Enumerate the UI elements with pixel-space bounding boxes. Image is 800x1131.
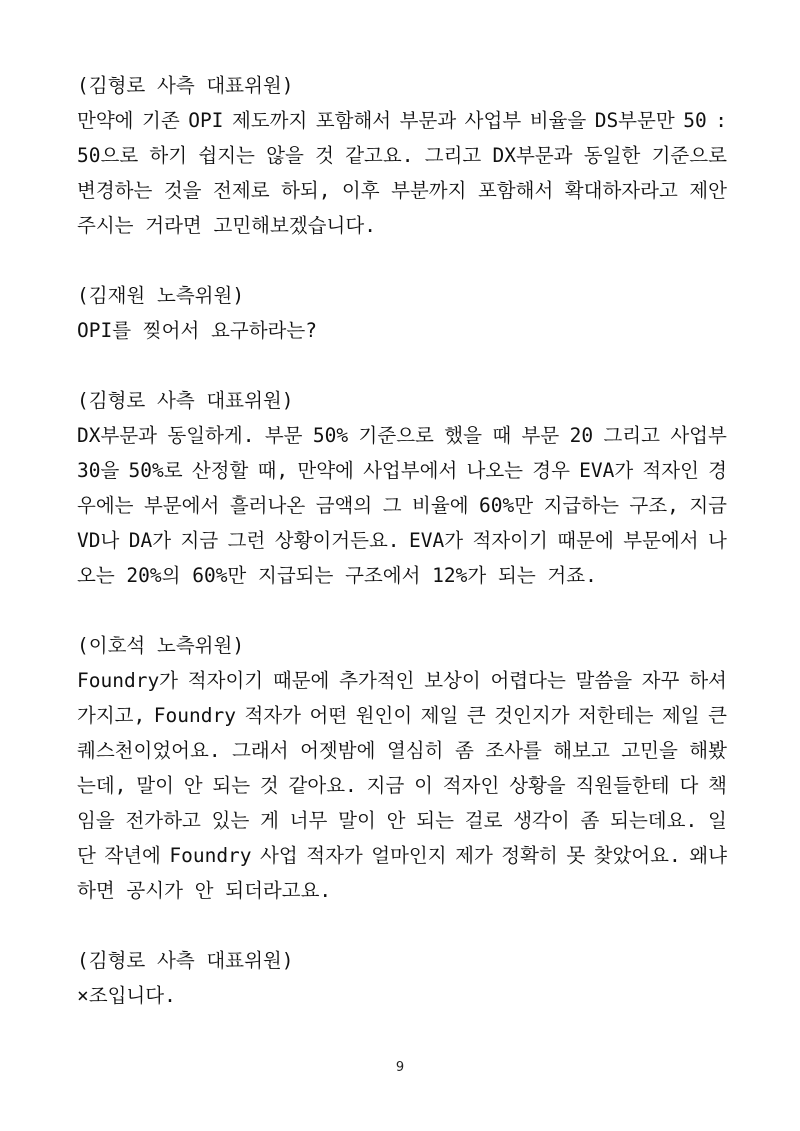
page-number: 9 <box>395 1060 405 1075</box>
word: 보상이 <box>424 669 481 692</box>
word: 우에는 <box>77 494 134 517</box>
word: 때, <box>257 459 289 482</box>
word: 경 <box>708 459 727 482</box>
word: 사업 <box>260 844 298 867</box>
word: 되는데요. <box>610 809 698 832</box>
word: 하셔 <box>689 669 727 692</box>
word: 좀 <box>454 739 474 762</box>
word: 좀 <box>580 809 600 832</box>
block-gap <box>77 908 727 943</box>
transcript-line <box>77 173 727 208</box>
word: 50% <box>312 424 349 447</box>
transcript-line <box>77 523 727 558</box>
word: 이 <box>414 774 433 797</box>
word: 부분까지 <box>391 179 467 202</box>
word: 부문 <box>521 424 560 447</box>
word: 적자인 <box>642 459 699 482</box>
word: 산정할 <box>191 459 249 482</box>
word: 만약에 <box>77 109 134 132</box>
speaker-label: (김형로 사측 대표위원) <box>77 74 294 97</box>
word: 하기 <box>149 144 188 167</box>
word: EVA가 <box>408 529 464 552</box>
word: 제도까지 <box>231 109 308 132</box>
word: 안 <box>183 774 203 797</box>
word: 지금 <box>689 494 727 517</box>
word: 그 <box>382 494 402 517</box>
word: 확대하자라고 <box>564 179 678 202</box>
word: 같아요. <box>288 774 357 797</box>
word: 때 <box>492 424 512 447</box>
word: 나오는 <box>466 459 524 482</box>
word: 비율에 <box>412 494 469 517</box>
word: 30을 <box>77 459 120 482</box>
word: 금액의 <box>315 494 373 517</box>
transcript-line <box>77 418 727 453</box>
word: 것 <box>259 774 279 797</box>
word: 기준으로 <box>358 424 434 447</box>
word: 같고요. <box>345 144 414 167</box>
word: 기준으로 <box>651 144 727 167</box>
word: 그리고 <box>603 424 660 447</box>
word: 다 <box>679 774 699 797</box>
word: DX부문과 <box>492 144 573 167</box>
word: 변경하는 <box>77 179 153 202</box>
word: Foundry <box>169 844 252 867</box>
transcript-line <box>77 453 727 488</box>
word: 고민을 <box>621 739 678 762</box>
word: 했을 <box>444 424 482 447</box>
word: 자꾸 <box>641 669 680 692</box>
word: 조사를 <box>485 739 542 762</box>
word: 적자인 <box>442 774 500 797</box>
word: 걸로 <box>464 809 503 832</box>
transcript-line: ×조입니다. <box>77 984 176 1007</box>
word: 것 <box>315 144 334 167</box>
block-gap <box>77 593 727 628</box>
word: 적자가 <box>306 844 363 867</box>
word: 책 <box>708 774 727 797</box>
word: 포함해서 <box>477 179 554 202</box>
word: 열심히 <box>386 739 444 762</box>
speaker-label: (김형로 사측 대표위원) <box>77 949 294 972</box>
word: 는데, <box>77 774 127 797</box>
word: 흘러나온 <box>229 494 306 517</box>
word: DS부문만 <box>594 109 675 132</box>
word: 저한테는 <box>578 704 654 727</box>
word: 50으로 <box>77 144 139 167</box>
word: 원인이 <box>355 704 413 727</box>
word: 때문에 <box>272 669 330 692</box>
word: 얼마인지 <box>371 844 447 867</box>
word: 게 <box>260 809 279 832</box>
word: 비율을 <box>529 109 587 132</box>
word: 큰 <box>708 704 727 727</box>
word: 사업부 <box>670 424 727 447</box>
word: 사업부에서 <box>363 459 458 482</box>
word: 경우 <box>532 459 570 482</box>
word: 제일 <box>661 704 700 727</box>
word: 말이 <box>136 774 174 797</box>
word: 생각이 <box>513 809 570 832</box>
word: 상황을 <box>509 774 566 797</box>
transcript-line <box>77 103 727 138</box>
word: 있는 <box>211 809 250 832</box>
word: 이후 <box>341 179 380 202</box>
word: : <box>715 109 727 132</box>
word: 어젯밤에 <box>300 739 376 762</box>
word: EVA가 <box>579 459 634 482</box>
word: OPI <box>188 109 224 132</box>
word: 큰 <box>466 704 486 727</box>
word: 가지고, <box>77 704 146 727</box>
word: 왜냐 <box>689 844 727 867</box>
word: 일 <box>708 809 727 832</box>
word: 것을 <box>163 179 202 202</box>
word: 만약에 <box>297 459 354 482</box>
word: 기존 <box>142 109 180 132</box>
transcript-line <box>77 768 727 803</box>
word: 퀘스천이었어요. <box>77 739 221 762</box>
word: 단 <box>77 844 96 867</box>
transcript-line <box>77 138 727 173</box>
word: 지금 <box>180 529 219 552</box>
word: 부문에서 <box>144 494 220 517</box>
word: 구조, <box>629 494 679 517</box>
word: 50 <box>683 109 707 132</box>
word: 쉽지는 <box>198 144 255 167</box>
word: 말이 <box>338 809 376 832</box>
transcript-line <box>77 663 727 698</box>
word: 임을 <box>77 809 115 832</box>
transcript-line <box>77 838 727 873</box>
transcript-line: OPI를 찢어서 요구하라는? <box>77 319 317 342</box>
word: 찾았어요. <box>593 844 681 867</box>
word: 못 <box>566 844 586 867</box>
word: 지금 <box>366 774 405 797</box>
word: 않을 <box>266 144 304 167</box>
transcript-line <box>77 698 727 733</box>
transcript-line: 하면 공시가 안 되더라고요. <box>77 879 332 902</box>
word: 해봤 <box>689 739 727 762</box>
word: 전가하고 <box>125 809 201 832</box>
word: 어렵다는 <box>490 669 566 692</box>
word: 부문에서 <box>623 529 699 552</box>
word: 되는 <box>416 809 454 832</box>
transcript-line: 주시는 거라면 고민해보겠습니다. <box>77 214 376 237</box>
word: 포함해서 <box>315 109 392 132</box>
word: 그리고 <box>424 144 482 167</box>
word: 제일 <box>420 704 459 727</box>
document-page <box>77 68 727 1013</box>
word: 적자이기 <box>187 669 264 692</box>
word: 제안 <box>689 179 727 202</box>
word: 그래서 <box>232 739 289 762</box>
word: 너무 <box>289 809 328 832</box>
word: DX부문과 <box>77 424 157 447</box>
word: 제가 <box>455 844 493 867</box>
word: 것인지가 <box>494 704 570 727</box>
word: 직원들한테 <box>575 774 670 797</box>
word: 동일하게. <box>167 424 255 447</box>
speaker-label: (김형로 사측 대표위원) <box>77 389 294 412</box>
word: 20 <box>569 424 594 447</box>
word: 나 <box>708 529 727 552</box>
word: 적자가 <box>244 704 301 727</box>
word: 상황이거든요. <box>274 529 400 552</box>
word: 전제로 <box>213 179 270 202</box>
word: 어떤 <box>309 704 348 727</box>
word: 부문 <box>264 424 303 447</box>
word: 60%만 <box>479 494 534 517</box>
word: 부문과 <box>399 109 457 132</box>
word: 안 <box>386 809 406 832</box>
word: 지급하는 <box>543 494 619 517</box>
transcript-line <box>77 803 727 838</box>
word: 그런 <box>227 529 266 552</box>
transcript-line <box>77 733 727 768</box>
block-gap <box>77 243 727 278</box>
word: Foundry가 <box>77 669 179 692</box>
word: 50%로 <box>128 459 183 482</box>
word: 동일한 <box>583 144 641 167</box>
transcript-line: 오는 20%의 60%만 지급되는 구조에서 12%가 되는 거죠. <box>77 564 597 587</box>
word: 해보고 <box>553 739 610 762</box>
block-gap <box>77 348 727 383</box>
word: 정확히 <box>501 844 558 867</box>
word: 작년에 <box>104 844 161 867</box>
word: DA가 <box>128 529 172 552</box>
speaker-label: (이호석 노측위원) <box>77 634 245 657</box>
word: 말씀을 <box>575 669 633 692</box>
word: 하되, <box>281 179 331 202</box>
word: 사업부 <box>464 109 522 132</box>
word: Foundry <box>153 704 236 727</box>
word: 때문에 <box>557 529 614 552</box>
word: 되는 <box>212 774 251 797</box>
word: 추가적인 <box>339 669 415 692</box>
transcript-line <box>77 488 727 523</box>
word: VD나 <box>77 529 120 552</box>
speaker-label: (김재원 노측위원) <box>77 284 245 307</box>
word: 적자이기 <box>472 529 548 552</box>
